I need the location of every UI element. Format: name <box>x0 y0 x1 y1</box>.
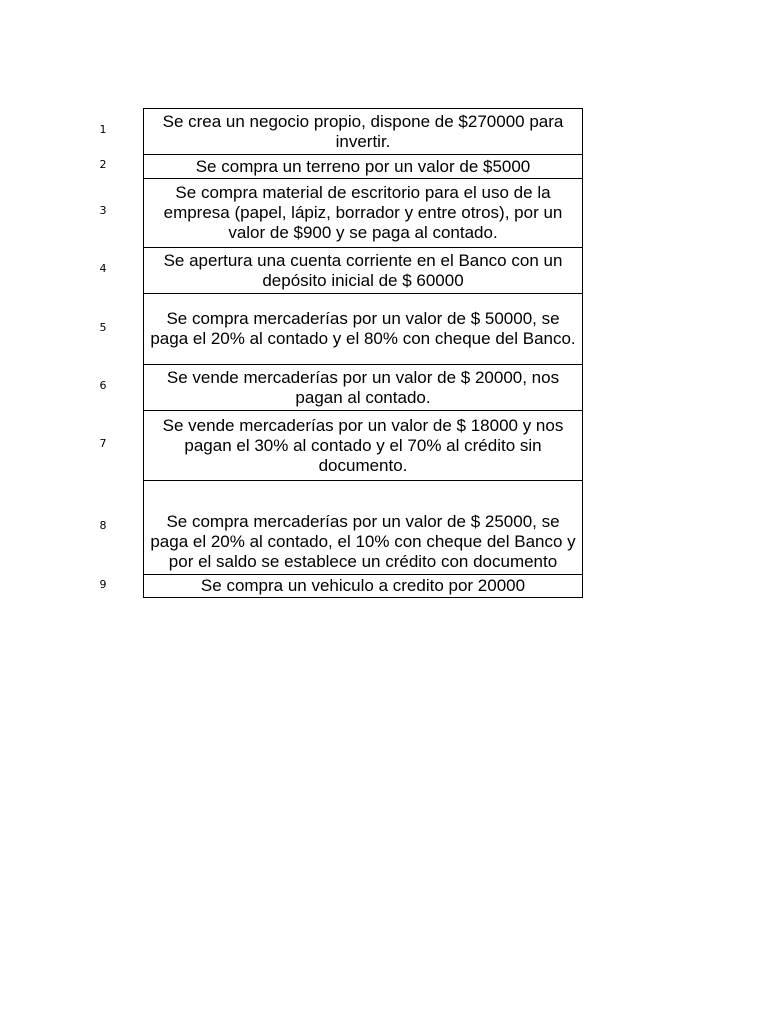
row-number: 6 <box>99 379 107 392</box>
row-number: 4 <box>99 262 107 275</box>
table-row <box>143 410 583 481</box>
row-number: 3 <box>99 204 107 217</box>
table-row <box>143 154 583 179</box>
transaction-text: Se vende mercaderías por un valor de $ 20000, nos pagan al contado. <box>166 367 560 407</box>
transaction-text: Se compra material de escritorio para el uso de la empresa (papel, lápiz, borrador y entre otros), por un valor de $900 y se paga al contado. <box>163 183 563 242</box>
transaction-text: Se compra un vehiculo a credito por 20000 <box>200 576 526 595</box>
row-number: 7 <box>99 437 107 450</box>
table-row <box>143 574 583 598</box>
table-row <box>143 480 583 575</box>
transaction-text: Se crea un negocio propio, dispone de $270000 para invertir. <box>162 111 564 151</box>
transaction-text: Se vende mercaderías por un valor de $ 18000 y nos pagan el 30% al contado y el 70% al crédito sin documento. <box>162 415 564 475</box>
row-number: 2 <box>99 158 107 171</box>
row-number: 1 <box>99 123 107 136</box>
table-row <box>143 247 583 294</box>
table-row <box>143 364 583 411</box>
transaction-text: Se apertura una cuenta corriente en el Banco con un depósito inicial de $ 60000 <box>163 250 563 290</box>
table-row <box>143 178 583 248</box>
transaction-text: Se compra mercaderías por un valor de $ 50000, se paga el 20% al contado y el 80% con cheque del Banco. <box>150 309 576 348</box>
transaction-text: Se compra un terreno por un valor de $5000 <box>195 156 531 176</box>
row-number: 8 <box>99 519 107 532</box>
table-row <box>143 293 583 365</box>
table-row <box>143 108 583 155</box>
transaction-text: Se compra mercaderías por un valor de $ 25000, se paga el 20% al contado, el 10% con cheque del Banco y por el saldo se establece un crédito con documento <box>150 512 576 571</box>
row-number: 5 <box>99 321 107 334</box>
row-number: 9 <box>99 578 107 591</box>
